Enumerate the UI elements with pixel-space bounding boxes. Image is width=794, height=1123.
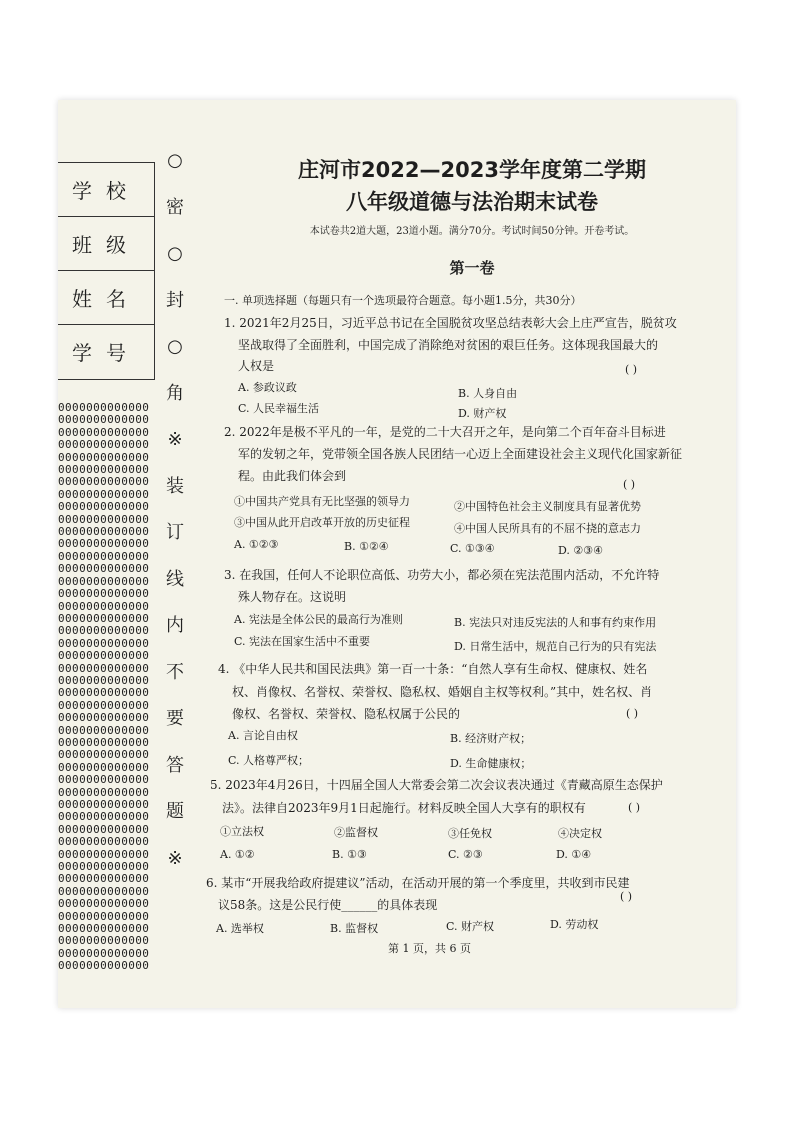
q2-line: 程。由此我们体会到: [238, 469, 347, 483]
circle-row: 0000000000000: [58, 574, 150, 588]
circle-row: 0000000000000: [58, 822, 150, 836]
circle-row: 0000000000000: [58, 500, 150, 514]
circle-row: 0000000000000: [58, 463, 150, 477]
q4-option-c: C. 人格尊严权；: [228, 754, 310, 767]
circle-row: 0000000000000: [58, 872, 150, 886]
circle-row: 0000000000000: [58, 835, 150, 849]
circle-row: 0000000000000: [58, 549, 150, 563]
circle-row: 0000000000000: [58, 401, 150, 414]
circle-row: 0000000000000: [58, 686, 150, 700]
q6-option-b: B. 监督权: [330, 922, 379, 935]
seal-char: ○: [167, 243, 183, 264]
circle-row: 0000000000000: [58, 487, 150, 501]
student-info-box: [58, 162, 155, 380]
q2-answer-paren: ( ): [623, 478, 636, 491]
school-field: 学校: [58, 163, 154, 217]
circle-row: 0000000000000: [58, 475, 150, 489]
circle-row: 0000000000000: [58, 649, 150, 663]
q1-option-d: D. 财产权: [458, 407, 507, 420]
q5-line: 5. 2023年4月26日，十四届全国人大常委会第二次会议表决通过《青藏高原生态保护: [210, 778, 663, 792]
seal-char: 封: [166, 289, 184, 311]
q1-option-a: A. 参政议政: [238, 381, 297, 394]
seal-char: 线: [166, 568, 184, 590]
q1-answer-paren: ( ): [625, 363, 638, 376]
circle-row: 0000000000000: [58, 438, 150, 452]
q5-answer-paren: ( ): [628, 801, 641, 814]
seal-char: 答: [166, 754, 184, 776]
page-footer: 第 1 页，共 6 页: [388, 942, 471, 955]
q6-answer-paren: ( ): [620, 890, 633, 903]
circle-row: 0000000000000: [58, 611, 150, 625]
seal-char: 角: [166, 382, 184, 404]
seal-char: ○: [167, 336, 183, 357]
circle-row: 0000000000000: [58, 748, 150, 762]
q4-option-b: B. 经济财产权；: [450, 732, 532, 745]
circle-row: 0000000000000: [58, 760, 150, 774]
q2-option-a: A. ①②③: [234, 538, 279, 551]
circle-row: 0000000000000: [58, 847, 150, 861]
q3-option-a: A. 宪法是全体公民的最高行为准则: [234, 613, 403, 626]
circle-row: 0000000000000: [58, 946, 150, 960]
circle-row: 0000000000000: [58, 450, 150, 464]
q1-option-c: C. 人民幸福生活: [238, 402, 320, 415]
circle-row: 0000000000000: [58, 711, 150, 725]
circle-row: 0000000000000: [58, 773, 150, 787]
q5-statement: ③任免权: [448, 827, 492, 840]
seal-char: 订: [166, 522, 184, 543]
q4-line: 像权、名誉权、荣誉权、隐私权属于公民的: [232, 707, 461, 721]
circle-row: 0000000000000: [58, 934, 150, 948]
seal-char: 内: [166, 615, 184, 636]
q4-line: 权、肖像权、名誉权、荣誉权、隐私权、婚姻自主权等权利。”其中，姓名权、肖: [232, 685, 653, 699]
seal-char: ※: [167, 847, 183, 869]
q5-option-a: A. ①②: [220, 848, 255, 861]
q4-option-a: A. 言论自由权: [228, 729, 298, 742]
q5-option-c: C. ②③: [448, 848, 483, 861]
circle-row: 0000000000000: [58, 810, 150, 824]
q4-line: 4. 《中华人民共和国民法典》第一百一十条：“自然人享有生命权、健康权、姓名: [218, 662, 648, 676]
q3-option-b: B. 宪法只对违反宪法的人和事有约束作用: [454, 616, 657, 629]
q5-statement: ④决定权: [558, 827, 602, 840]
q2-statement: ①中国共产党具有无比坚强的领导力: [234, 495, 410, 508]
q6-line: 6. 某市“开展我给政府提建议”活动，在活动开展的第一个季度里，共收到市民建: [206, 876, 630, 890]
q1-line: 人权是: [238, 359, 275, 373]
circle-border: [58, 402, 154, 973]
q6-option-d: D. 劳动权: [550, 918, 599, 931]
circle-row: 0000000000000: [58, 587, 150, 601]
q1-line: 1. 2021年2月25日，习近平总书记在全国脱贫攻坚总结表彰大会上庄严宣告，脱贫攻: [224, 316, 677, 330]
q2-option-b: B. ①②④: [344, 540, 389, 553]
circle-row: 0000000000000: [58, 698, 150, 712]
exam-paper: [58, 100, 736, 1008]
circle-row: 0000000000000: [58, 959, 150, 973]
seal-char: ※: [167, 429, 183, 450]
seal-char: 要: [166, 708, 184, 729]
circle-row: 0000000000000: [58, 636, 150, 650]
q3-option-d: D. 日常生活中，规范自己行为的只有宪法: [454, 640, 657, 653]
circle-row: 0000000000000: [58, 673, 150, 687]
circle-row: 0000000000000: [58, 922, 150, 936]
seal-char: 装: [166, 475, 184, 497]
exam-title: 庄河市2022—2023学年度第二学期: [298, 158, 646, 182]
circle-row: 0000000000000: [58, 425, 150, 439]
name-field: 姓名: [58, 271, 154, 325]
q2-line: 2. 2022年是极不平凡的一年，是党的二十大召开之年，是向第二个百年奋斗目标进: [224, 425, 666, 439]
q2-option-d: D. ②③④: [558, 544, 604, 557]
seal-char: 密: [166, 196, 184, 218]
q5-option-d: D. ①④: [556, 848, 592, 861]
circle-row: 0000000000000: [58, 525, 150, 539]
q6-line: 议58条。这是公民行使______的具体表现: [218, 898, 438, 912]
q5-statement: ①立法权: [220, 825, 264, 838]
volume-heading: 第一卷: [449, 259, 495, 277]
circle-row: 0000000000000: [58, 798, 150, 811]
q5-statement: ②监督权: [334, 826, 378, 839]
q5-option-b: B. ①③: [332, 848, 367, 861]
circle-row: 0000000000000: [58, 735, 150, 749]
q3-line: 3. 在我国，任何人不论职位高低、功劳大小，都必须在宪法范围内活动，不允许特: [224, 568, 660, 582]
q3-line: 殊人物存在。这说明: [238, 590, 347, 604]
q6-option-c: C. 财产权: [446, 920, 495, 933]
q2-statement: ②中国特色社会主义制度具有显著优势: [454, 500, 641, 513]
class-field: 班级: [58, 217, 154, 271]
circle-row: 0000000000000: [58, 909, 150, 923]
q5-line: 法》。法律自2023年9月1日起施行。材料反映全国人大享有的职权有: [222, 801, 586, 815]
circle-row: 0000000000000: [58, 413, 150, 427]
circle-row: 0000000000000: [58, 537, 150, 551]
seal-char: 不: [166, 661, 184, 683]
seal-char: 题: [166, 801, 184, 822]
q2-option-c: C. ①③④: [450, 542, 495, 555]
student-number-field: 学号: [72, 341, 140, 365]
circle-row: 0000000000000: [58, 785, 150, 799]
q2-statement: ③中国从此开启改革开放的历史征程: [234, 516, 410, 529]
circle-row: 0000000000000: [58, 512, 150, 526]
q1-option-b: B. 人身自由: [458, 387, 518, 400]
circle-row: 0000000000000: [58, 562, 150, 576]
q2-line: 军的发轫之年，党带领全国各族人民团结一心迈上全面建设社会主义现代化国家新征: [238, 447, 683, 461]
circle-row: 0000000000000: [58, 624, 150, 638]
circle-row: 0000000000000: [58, 661, 150, 675]
circle-row: 0000000000000: [58, 897, 150, 911]
exam-subtitle: 八年级道德与法治期末试卷: [346, 190, 598, 214]
q3-option-c: C. 宪法在国家生活中不重要: [234, 635, 371, 648]
q6-option-a: A. 选举权: [216, 922, 264, 935]
seal-line-text: [164, 138, 186, 882]
circle-row: 0000000000000: [58, 860, 150, 874]
circle-row: 0000000000000: [58, 884, 150, 898]
q1-line: 坚战取得了全面胜利，中国完成了消除绝对贫困的艰巨任务。这体现我国最大的: [238, 338, 659, 352]
exam-instructions: 本试卷共2道大题，23道小题。满分70分。考试时间50分钟。开卷考试。: [309, 226, 635, 237]
seal-char: ○: [167, 150, 183, 171]
q2-statement: ④中国人民所具有的不屈不挠的意志力: [454, 522, 641, 535]
q4-option-d: D. 生命健康权；: [450, 757, 532, 770]
circle-row: 0000000000000: [58, 599, 150, 613]
q4-answer-paren: ( ): [626, 707, 639, 720]
circle-row: 0000000000000: [58, 723, 150, 737]
section-heading: 一. 单项选择题（每题只有一个选项最符合题意。每小题1.5分，共30分）: [224, 294, 582, 307]
